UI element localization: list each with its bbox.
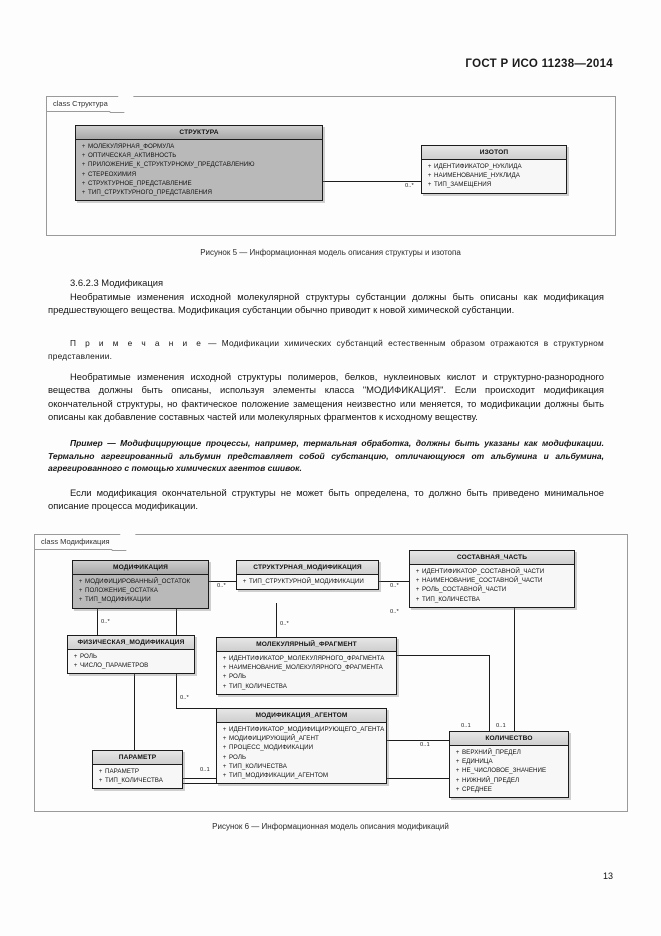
multiplicity-mod-phys: 0..* (101, 619, 110, 625)
uml-attributes-list (422, 160, 566, 193)
visibility-public-icon: + (78, 596, 83, 604)
uml-attribute: + ЕДИНИЦА (453, 757, 566, 766)
figure-5-multiplicity-0-star: 0..* (405, 183, 414, 189)
uml-attribute: + МОЛЕКУЛЯРНАЯ_ФОРМУЛА (79, 142, 320, 151)
uml-class-title: МОЛЕКУЛЯРНЫЙ_ФРАГМЕНТ (217, 638, 396, 652)
note-block-1 (48, 337, 604, 362)
visibility-public-icon: + (78, 578, 83, 585)
paragraph-1 (48, 290, 604, 317)
example-1-text: — Модифицирующие процессы, например, термальная обработка, должны быть указаны как модификации. Термально агрегированный альбумин представляет собой субстанцию, отличающуюся от альбумина и альбумина, агрегированного с помощью химических агентов сшивок. (48, 438, 604, 474)
uml-class-fizicheskaya-modifikatsiya[interactable] (67, 635, 195, 674)
figure-5-caption: Рисунок 5 — Информационная модель описания структуры и изотопа (200, 248, 461, 257)
uml-attributes-list (237, 575, 378, 589)
assoc-modification-agent-h (176, 708, 216, 709)
uml-class-molekulyarnyy-fragment[interactable] (216, 637, 397, 695)
uml-class-title: МОДИФИКАЦИЯ (73, 561, 208, 575)
visibility-public-icon: + (455, 767, 460, 775)
uml-attributes-list (76, 140, 322, 200)
uml-attributes-list (93, 765, 182, 788)
uml-attribute: + ПРОЦЕСС_МОДИФИКАЦИИ (220, 743, 384, 752)
uml-class-title: МОДИФИКАЦИЯ_АГЕНТОМ (217, 709, 386, 723)
assoc-fragment-quantity-h (397, 655, 489, 656)
visibility-public-icon: + (455, 758, 460, 766)
uml-attribute: + РОЛЬ (220, 753, 384, 762)
uml-attribute: + РОЛЬ (71, 652, 192, 661)
uml-attributes-list (217, 652, 396, 694)
assoc-fragment-quantity-v (489, 655, 490, 736)
example-label: Пример (70, 438, 103, 448)
uml-attribute: + РОЛЬ (220, 672, 394, 681)
figure-6-diagram-frame (34, 534, 628, 812)
visibility-public-icon: + (98, 768, 103, 775)
visibility-public-icon: + (222, 655, 227, 662)
visibility-public-icon: + (427, 163, 432, 170)
paragraph-3-text: Если модификация окончательной структуры не может быть определена, то должно быть приведено минимальное описание процесса модификации. (48, 487, 604, 512)
uml-attribute: + ИДЕНТИФИКАТОР_СОСТАВНОЙ_ЧАСТИ (413, 567, 572, 576)
section-heading-text: 3.6.2.3 Модификация (70, 277, 164, 288)
uml-attribute: + ПАРАМЕТР (96, 767, 180, 776)
uml-attribute: + НАИМЕНОВАНИЕ_СОСТАВНОЙ_ЧАСТИ (413, 576, 572, 585)
visibility-public-icon: + (427, 181, 432, 189)
multiplicity-mod-agent: 0..* (180, 695, 189, 701)
uml-attributes-list (450, 746, 568, 797)
uml-attributes-list (68, 650, 194, 673)
visibility-public-icon: + (98, 777, 103, 785)
uml-attribute: + СТРУКТУРНОЕ_ПРЕДСТАВЛЕНИЕ (79, 179, 320, 188)
multiplicity-struct-part: 0..* (390, 583, 399, 589)
uml-attribute: + ИДЕНТИФИКАТОР_НУКЛИДА (425, 162, 564, 171)
example-block-1 (48, 437, 604, 475)
uml-class-sostavnaya-chast[interactable] (409, 550, 575, 608)
multiplicity-agent-count-a: 0..1 (461, 723, 471, 729)
multiplicity-struct-part-b: 0..* (390, 609, 399, 615)
visibility-public-icon: + (81, 179, 86, 187)
visibility-public-icon: + (222, 772, 227, 780)
uml-attribute: + НАИМЕНОВАНИЕ_НУКЛИДА (425, 171, 564, 180)
uml-attribute: + ТИП_СТРУКТУРНОЙ_МОДИФИКАЦИИ (240, 577, 376, 586)
uml-class-modifikatsiya[interactable] (72, 560, 209, 609)
uml-attribute: + НИЖНИЙ_ПРЕДЕЛ (453, 776, 566, 785)
page-number: 13 (602, 871, 613, 881)
paragraph-3 (48, 486, 604, 513)
visibility-public-icon: + (242, 578, 247, 585)
assoc-physical-parameter (134, 669, 135, 750)
figure-5-association-line (321, 181, 421, 182)
paragraph-2-text: Необратимые изменения исходной структуры полимеров, белков, нуклеиновых кислот и структурно-разнородного вещества должны быть описаны, используя элементы класса "МОДИФИКАЦИЯ". Если происходит модификация окончательной структуры, но фактическое положение замещения неизвестно или меняется, то модификации должны быть описаны как добавление составных частей или молекулярных фрагментов к исходному веществу. (48, 371, 604, 423)
multiplicity-fragment-count: 0..1 (420, 742, 430, 748)
figure-6-frame-label: class Модификация (35, 535, 125, 550)
uml-attribute: + ТИП_ЗАМЕЩЕНИЯ (425, 180, 564, 189)
visibility-public-icon: + (73, 662, 78, 670)
paragraph-2 (48, 370, 604, 424)
visibility-public-icon: + (415, 586, 420, 594)
figure-5-frame-label: class Структура (47, 97, 123, 112)
uml-class-izotop[interactable] (421, 145, 567, 194)
visibility-public-icon: + (455, 749, 460, 756)
visibility-public-icon: + (222, 762, 227, 770)
assoc-structural-fragment (276, 603, 277, 637)
uml-class-kolichestvo[interactable] (449, 731, 569, 798)
uml-attribute: + НЕ_ЧИСЛОВОЕ_ЗНАЧЕНИЕ (453, 766, 566, 775)
visibility-public-icon: + (222, 673, 227, 681)
uml-class-struktura[interactable] (75, 125, 323, 201)
visibility-public-icon: + (455, 776, 460, 784)
uml-attributes-list (217, 723, 386, 783)
uml-attribute: + ТИП_КОЛИЧЕСТВА (96, 776, 180, 785)
uml-attribute: + ТИП_МОДИФИКАЦИИ (76, 595, 206, 604)
visibility-public-icon: + (415, 577, 420, 585)
uml-attribute: + ТИП_КОЛИЧЕСТВА (220, 762, 384, 771)
uml-attribute: + ПОЛОЖЕНИЕ_ОСТАТКА (76, 586, 206, 595)
uml-attribute: + НАИМЕНОВАНИЕ_МОЛЕКУЛЯРНОГО_ФРАГМЕНТА (220, 663, 394, 672)
uml-class-title: КОЛИЧЕСТВО (450, 732, 568, 746)
assoc-part-quantity (514, 603, 515, 736)
uml-class-strukturnaya-modifikatsiya[interactable] (236, 560, 379, 590)
uml-class-parametr[interactable] (92, 750, 183, 789)
uml-class-title: ИЗОТОП (422, 146, 566, 160)
uml-attribute: + СРЕДНЕЕ (453, 785, 566, 794)
uml-attribute: + ИДЕНТИФИКАТОР_МОЛЕКУЛЯРНОГО_ФРАГМЕНТА (220, 654, 394, 663)
document-header-standard-number: ГОСТ Р ИСО 11238—2014 (465, 58, 613, 70)
visibility-public-icon: + (222, 682, 227, 690)
visibility-public-icon: + (81, 143, 86, 150)
uml-attribute: + ОПТИЧЕСКАЯ_АКТИВНОСТЬ (79, 151, 320, 160)
visibility-public-icon: + (222, 726, 227, 733)
visibility-public-icon: + (81, 170, 86, 178)
multiplicity-param-count: 0..1 (200, 767, 210, 773)
visibility-public-icon: + (81, 152, 86, 160)
uml-class-title: ФИЗИЧЕСКАЯ_МОДИФИКАЦИЯ (68, 636, 194, 650)
uml-attribute: + ТИП_МОДИФИКАЦИИ_АГЕНТОМ (220, 771, 384, 780)
uml-attribute: + МОДИФИЦИРОВАННЫЙ_ОСТАТОК (76, 577, 206, 586)
uml-attribute: + ТИП_КОЛИЧЕСТВА (220, 682, 394, 691)
assoc-agent-quantity (387, 740, 449, 741)
visibility-public-icon: + (427, 172, 432, 180)
note-label: П р и м е ч а н и е (70, 338, 204, 348)
uml-attribute: + ЧИСЛО_ПАРАМЕТРОВ (71, 661, 192, 670)
multiplicity-mod-struct: 0..* (217, 583, 226, 589)
visibility-public-icon: + (222, 744, 227, 752)
paragraph-1-text: Необратимые изменения исходной молекулярной структуры субстанции должны быть описаны как модификация предшествующего вещества. Модификация субстанции обычно приводит к новой химической субстанции. (48, 291, 604, 316)
visibility-public-icon: + (78, 587, 83, 595)
uml-attribute: + МОДИФИЦИРУЮЩИЙ_АГЕНТ (220, 734, 384, 743)
visibility-public-icon: + (415, 595, 420, 603)
multiplicity-struct-fragment: 0..* (280, 621, 289, 627)
uml-class-title: СТРУКТУРНАЯ_МОДИФИКАЦИЯ (237, 561, 378, 575)
uml-attribute: + СТЕРЕОХИМИЯ (79, 170, 320, 179)
uml-attributes-list (73, 575, 208, 608)
visibility-public-icon: + (81, 189, 86, 197)
figure-6-caption: Рисунок 6 — Информационная модель описания модификаций (212, 822, 449, 831)
multiplicity-agent-count-b: 0..1 (496, 723, 506, 729)
uml-attribute: + ТИП_КОЛИЧЕСТВА (413, 595, 572, 604)
uml-attribute: + ТИП_СТРУКТУРНОГО_ПРЕДСТАВЛЕНИЯ (79, 188, 320, 197)
assoc-modification-structural (209, 581, 236, 582)
uml-attributes-list (410, 565, 574, 607)
visibility-public-icon: + (455, 785, 460, 793)
uml-class-title: СОСТАВНАЯ_ЧАСТЬ (410, 551, 574, 565)
visibility-public-icon: + (222, 664, 227, 672)
visibility-public-icon: + (222, 753, 227, 761)
figure-5-diagram-frame (46, 96, 616, 236)
uml-attribute: + ПРИЛОЖЕНИЕ_К_СТРУКТУРНОМУ_ПРЕДСТАВЛЕНИЮ (79, 160, 320, 169)
visibility-public-icon: + (81, 161, 86, 169)
uml-attribute: + ВЕРХНИЙ_ПРЕДЕЛ (453, 748, 566, 757)
uml-attribute: + ИДЕНТИФИКАТОР_МОДИФИЦИРУЮЩЕГО_АГЕНТА (220, 725, 384, 734)
uml-class-modifikatsiya-agentom[interactable] (216, 708, 387, 784)
visibility-public-icon: + (415, 568, 420, 575)
note-1-text: — Модификации химических субстанций естественным образом отражаются в структурном представлении. (48, 338, 604, 361)
section-heading (48, 276, 604, 289)
visibility-public-icon: + (73, 653, 78, 660)
uml-class-title: СТРУКТУРА (76, 126, 322, 140)
assoc-structural-part (379, 581, 409, 582)
visibility-public-icon: + (222, 735, 227, 743)
uml-attribute: + РОЛЬ_СОСТАВНОЙ_ЧАСТИ (413, 585, 572, 594)
uml-class-title: ПАРАМЕТР (93, 751, 182, 765)
